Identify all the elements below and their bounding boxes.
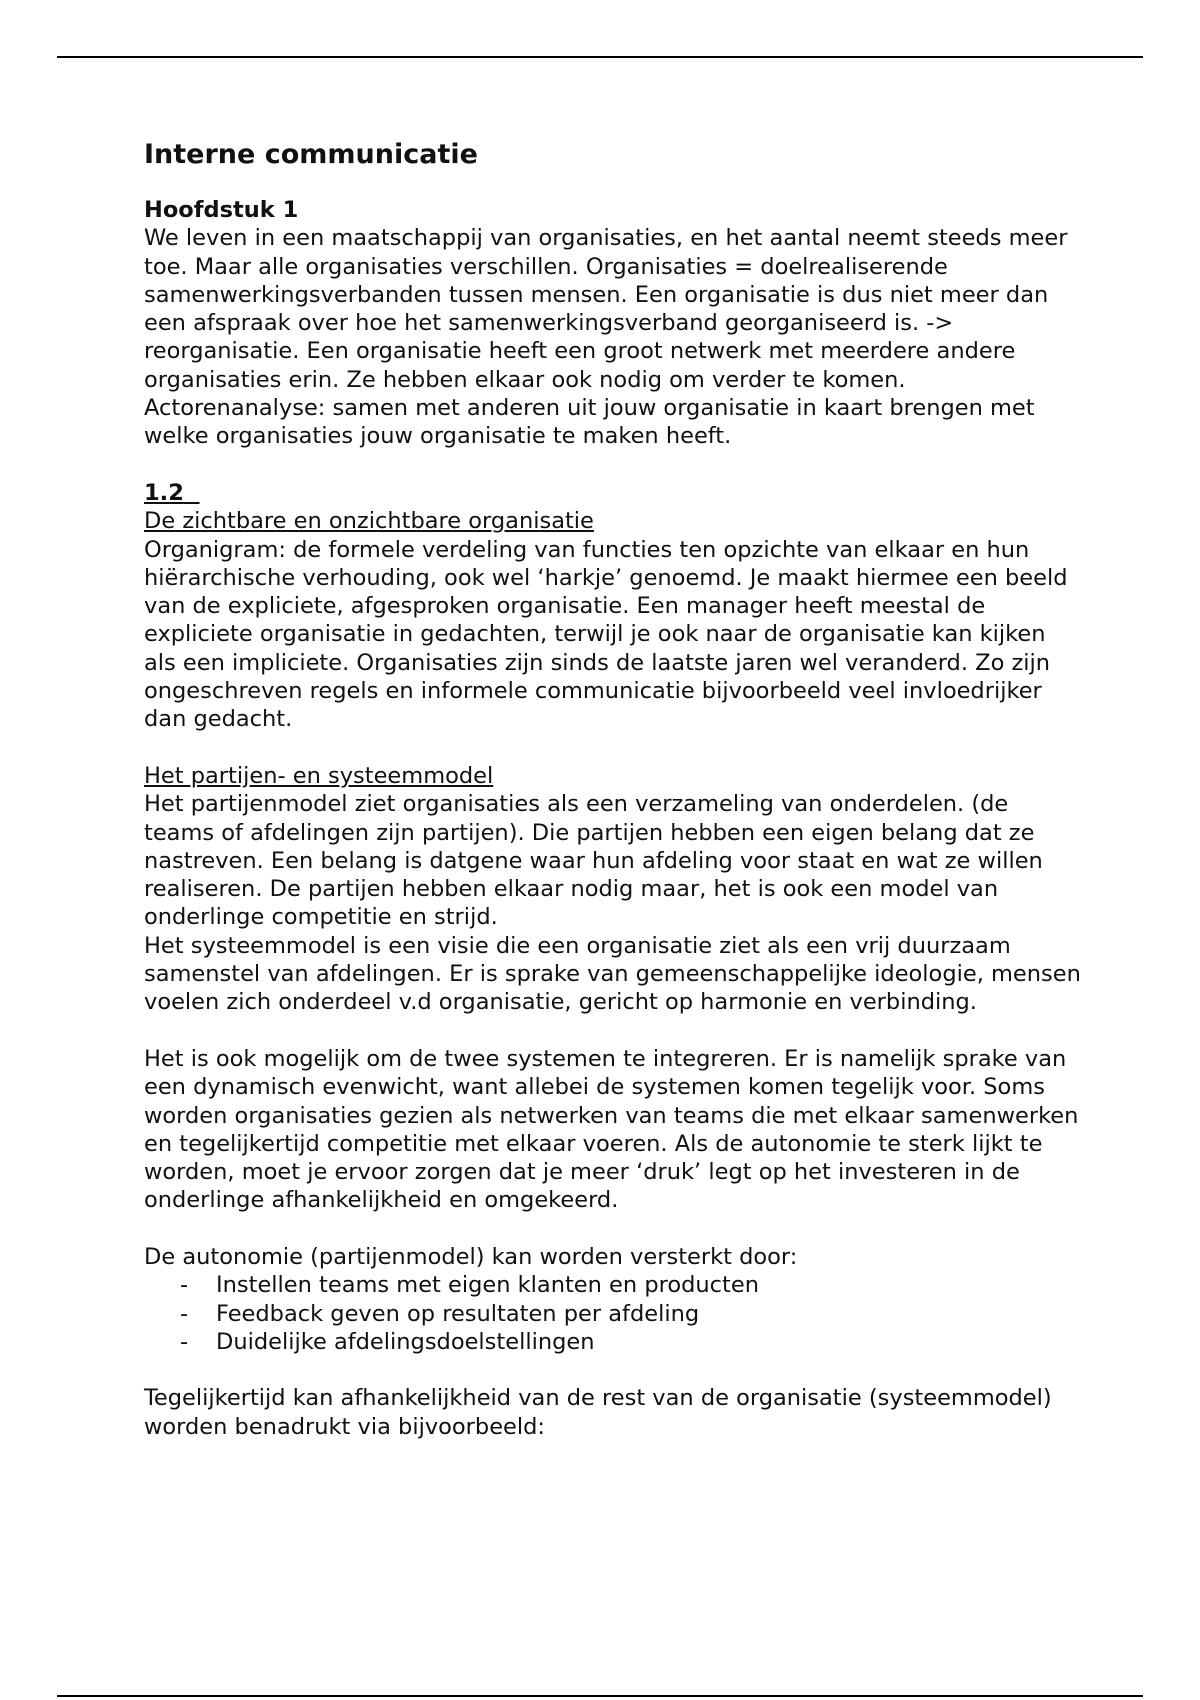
dash-bullet: - (180, 1328, 189, 1355)
chapter-paragraph-2: Actorenanalyse: samen met anderen uit jouw organisatie in kaart brengen met welke organisaties jouw organisatie te maken heeft. (144, 395, 1035, 450)
section-subheading-organisation: De zichtbare en onzichtbare organisatie (144, 508, 594, 535)
section-subheading-model: Het partijen- en systeemmodel (144, 762, 494, 789)
document-title: Interne communicatie (144, 139, 478, 170)
systeemmodel-paragraph: Het systeemmodel is een visie die een organisatie ziet als een vrij duurzaam samenstel van afdelingen. Er is sprake van gemeenschappelijke ideologie, mensen voelen zich onderdeel v.d organisatie, gericht op harmonie en verbinding. (144, 932, 1081, 1016)
chapter-heading: Hoofdstuk 1 (144, 197, 299, 223)
autonomy-list (144, 1271, 1084, 1356)
top-rule (57, 56, 1143, 58)
organigram-paragraph: Organigram: de formele verdeling van functies ten opzichte van elkaar en hun hiërarchische verhouding, ook wel ‘harkje’ genoemd. Je maakt hiermee een beeld van de expliciete, afgesproken organisatie. Een manager heeft meestal de expliciete organisatie in gedachten, terwijl je ook naar de organisatie kan kijken als een impliciete. Organisaties zijn sinds de laatste jaren wel veranderd. Zo zijn ongeschreven regels en informele communicatie bijvoorbeeld veel invloedrijker dan gedacht. (144, 536, 1068, 733)
dependency-intro: Tegelijkertijd kan afhankelijkheid van de rest van de organisatie (systeemmodel) worden benadrukt via bijvoorbeeld: (144, 1385, 1052, 1440)
list-item: - Duidelijke afdelingsdoelstellingen (180, 1328, 595, 1355)
list-item: - Feedback geven op resultaten per afdeling (180, 1300, 700, 1327)
bottom-rule (57, 1695, 1143, 1697)
list-item: - Instellen teams met eigen klanten en producten (180, 1272, 759, 1299)
chapter-paragraph-1: We leven in een maatschappij van organisaties, en het aantal neemt steeds meer toe. Maar alle organisaties verschillen. Organisaties = doelrealiserende samenwerkingsverbanden tussen mensen. Een organisatie is dus niet meer dan een afspraak over hoe het samenwerkingsverband georganiseerd is. -> reorganisatie. Een organisatie heeft een groot netwerk met meerdere andere organisaties erin. Ze hebben elkaar ook nodig om verder te komen. (144, 225, 1068, 393)
partijenmodel-paragraph: Het partijenmodel ziet organisaties als een verzameling van onderdelen. (de teams of afdelingen zijn partijen). Die partijen hebben een eigen belang dat ze nastreven. Een belang is datgene waar hun afdeling voor staat en wat ze willen realiseren. De partijen hebben elkaar nodig maar, het is ook een model van onderlinge competitie en strijd. (144, 791, 1043, 931)
dash-bullet: - (180, 1300, 189, 1327)
dash-bullet: - (180, 1272, 189, 1299)
integration-paragraph: Het is ook mogelijk om de twee systemen te integreren. Er is namelijk sprake van een dynamisch evenwicht, want allebei de systemen komen tegelijk voor. Soms worden organisaties gezien als netwerken van teams die met elkaar samenwerken en tegelijkertijd competitie met elkaar voeren. Als de autonomie te sterk lijkt te worden, moet je ervoor zorgen dat je meer ‘druk’ legt op het investeren in de onderlinge afhankelijkheid en omgekeerd. (144, 1045, 1079, 1214)
autonomy-intro: De autonomie (partijenmodel) kan worden versterkt door: (144, 1243, 798, 1270)
section-number: 1.2 (144, 479, 184, 506)
document-page (144, 138, 1084, 1441)
